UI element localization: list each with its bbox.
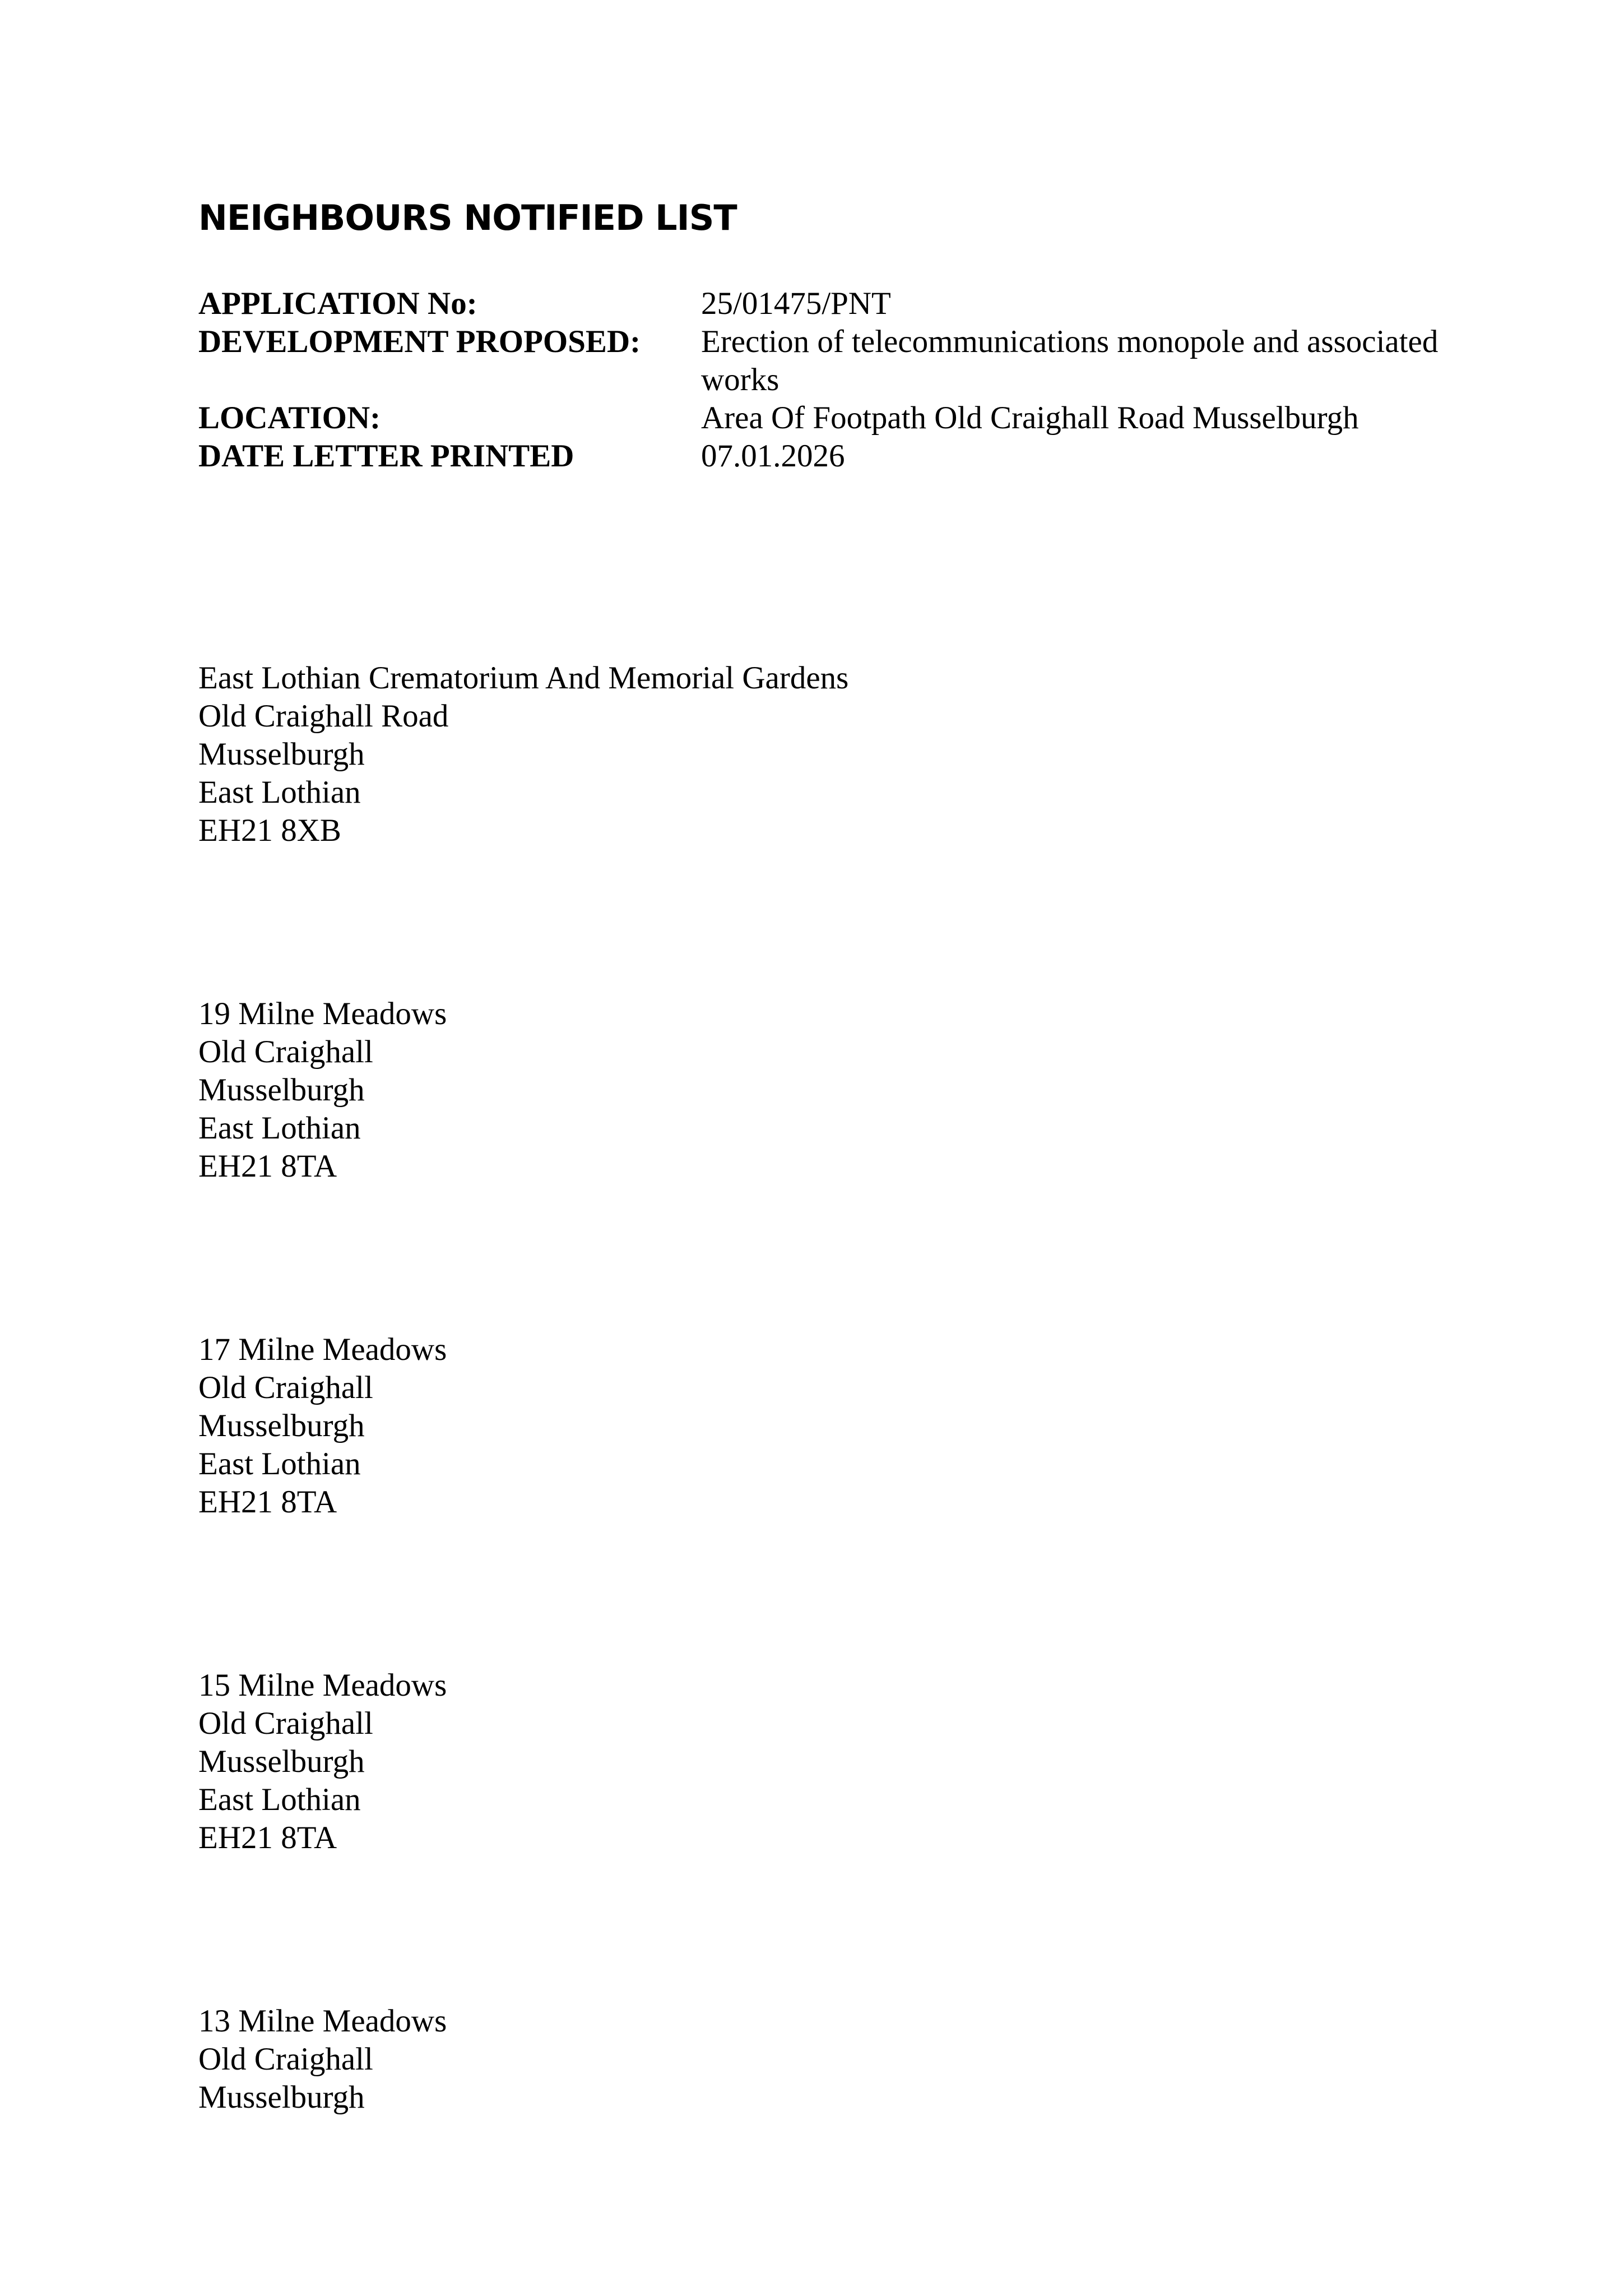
- location-label: LOCATION:: [198, 400, 381, 436]
- address-line: EH21 8TA: [198, 1484, 337, 1520]
- date-letter-printed-label: DATE LETTER PRINTED: [198, 438, 574, 474]
- address-line: EH21 8TA: [198, 1820, 337, 1855]
- address-line: Musselburgh: [198, 2080, 365, 2115]
- address-line: Old Craighall: [198, 1034, 373, 1070]
- address-block: [198, 1667, 1431, 1857]
- location-value: Area Of Footpath Old Craighall Road Musselburgh: [701, 400, 1359, 436]
- address-line: East Lothian: [198, 775, 361, 810]
- location-row: [198, 399, 1487, 437]
- date-letter-printed-row: [198, 437, 1487, 475]
- address-line: 13 Milne Meadows: [198, 2003, 447, 2039]
- address-line: Old Craighall Road: [198, 698, 449, 734]
- application-number-label: APPLICATION No:: [198, 286, 477, 321]
- address-line: East Lothian Crematorium And Memorial Gardens: [198, 660, 849, 696]
- address-line: EH21 8XB: [198, 813, 341, 848]
- address-block: [198, 1331, 1431, 1521]
- address-line: 15 Milne Meadows: [198, 1668, 447, 1703]
- page-title: NEIGHBOURS NOTIFIED LIST: [198, 197, 737, 238]
- application-details: [198, 285, 1487, 475]
- development-proposed-value: Erection of telecommunications monopole and associated works: [701, 324, 1439, 397]
- address-line: Old Craighall: [198, 1706, 373, 1741]
- address-block: [198, 2002, 1431, 2117]
- address-line: 17 Milne Meadows: [198, 1332, 447, 1367]
- address-line: East Lothian: [198, 1782, 361, 1817]
- neighbour-address-list: [198, 659, 1431, 2262]
- address-line: 19 Milne Meadows: [198, 996, 447, 1031]
- development-proposed-label: DEVELOPMENT PROPOSED:: [198, 324, 641, 359]
- address-line: Musselburgh: [198, 1744, 365, 1779]
- address-line: Musselburgh: [198, 1408, 365, 1443]
- address-line: East Lothian: [198, 1110, 361, 1146]
- development-proposed-row: [198, 323, 1487, 399]
- address-line: Old Craighall: [198, 2042, 373, 2077]
- application-number-row: [198, 285, 1487, 323]
- application-number-value: 25/01475/PNT: [701, 286, 891, 321]
- address-line: Musselburgh: [198, 737, 365, 772]
- address-line: EH21 8TA: [198, 1149, 337, 1184]
- address-line: Musselburgh: [198, 1072, 365, 1108]
- address-line: Old Craighall: [198, 1370, 373, 1405]
- address-line: East Lothian: [198, 1446, 361, 1482]
- address-block: [198, 995, 1431, 1186]
- address-block: [198, 659, 1431, 850]
- date-letter-printed-value: 07.01.2026: [701, 438, 845, 474]
